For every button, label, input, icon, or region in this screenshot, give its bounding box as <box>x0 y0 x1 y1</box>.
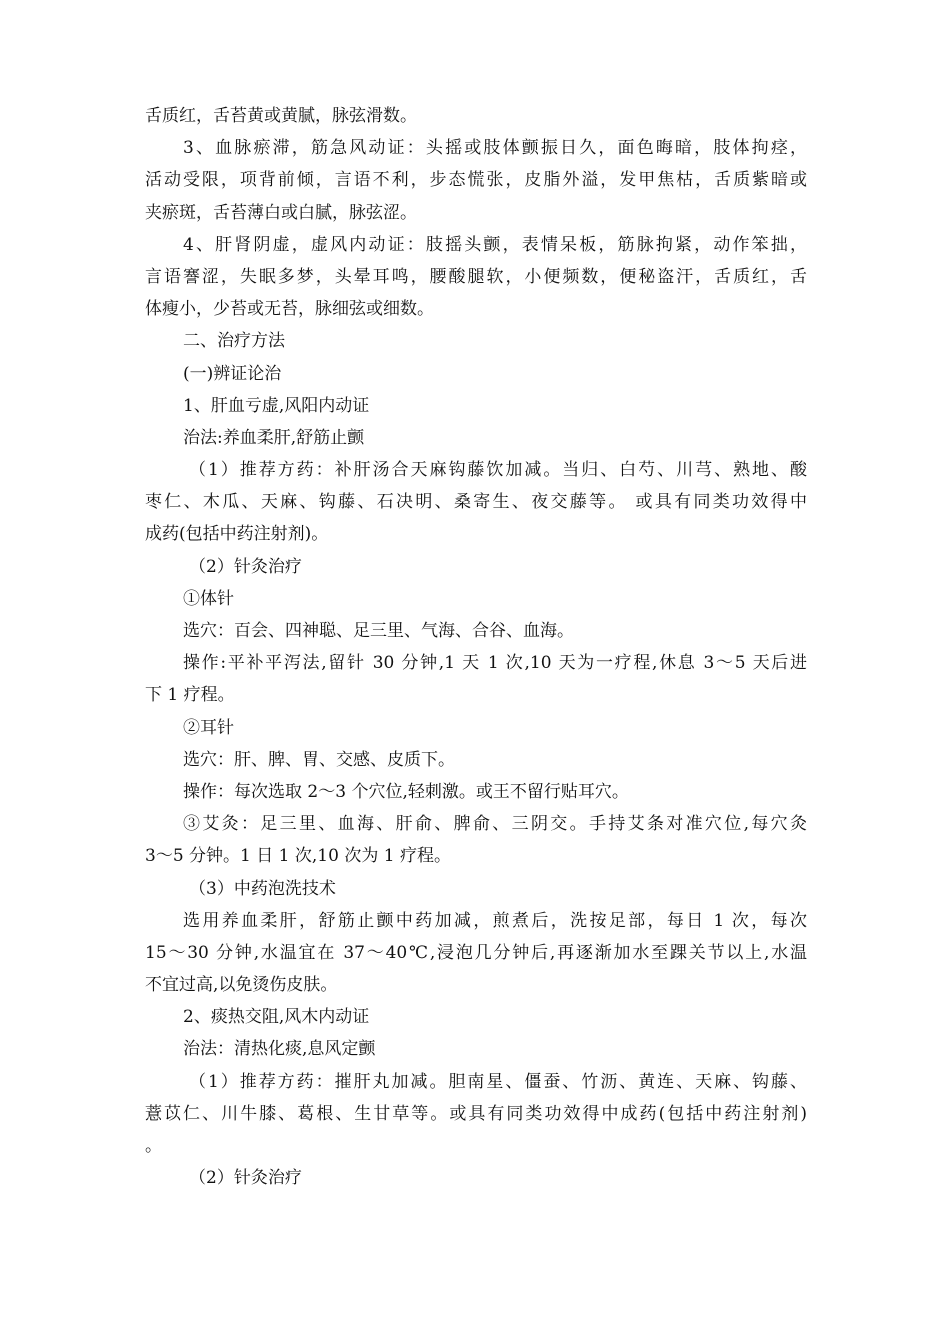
syndrome-heading: 2、痰热交阻,风木内动证 <box>183 1007 370 1028</box>
text-line: 操作:平补平泻法,留针 30 分钟,1 天 1 次,10 天为一疗程,休息 3～5 天后进 <box>183 653 807 674</box>
subsection-heading: (一)辨证论治 <box>183 363 282 384</box>
text-line: 枣仁、木瓜、天麻、钩藤、石决明、桑寄生、夜交藤等。 或具有同类功效得中 <box>145 492 807 513</box>
section-heading: 二、治疗方法 <box>183 331 285 352</box>
text-line: （1）推荐方药：补肝汤合天麻钩藤饮加减。当归、白芍、川芎、熟地、酸 <box>189 460 807 481</box>
text-line: 选穴：肝、脾、胃、交感、皮质下。 <box>183 749 455 770</box>
text-line: 薏苡仁、川牛膝、葛根、生甘草等。或具有同类功效得中成药(包括中药注射剂) <box>145 1103 807 1124</box>
text-line: 体瘦小，少苔或无苔，脉细弦或细数。 <box>145 299 434 320</box>
text-line: 15～30 分钟,水温宜在 37～40℃,浸泡几分钟后,再逐渐加水至踝关节以上,水温 <box>145 942 807 963</box>
text-line: 不宜过高,以免烫伤皮肤。 <box>145 975 338 996</box>
text-line: （2）针灸治疗 <box>189 556 302 577</box>
text-line: 3、血脉瘀滞，筋急风动证：头摇或肢体颤振日久，面色晦暗，肢体拘痉， <box>183 138 807 159</box>
text-line: 选用养血柔肝，舒筋止颤中药加减，煎煮后，洗按足部，每日 1 次，每次 <box>183 910 807 931</box>
document-body <box>145 100 807 1194</box>
text-line: 治法：清热化痰,息风定颤 <box>183 1039 376 1060</box>
text-line: ②耳针 <box>183 717 234 738</box>
text-line: 活动受限，项背前倾，言语不利，步态慌张，皮脂外溢，发甲焦枯，舌质紫暗或 <box>145 170 807 191</box>
text-line: 下 1 疗程。 <box>145 685 235 706</box>
text-line: 4、肝肾阴虚，虚风内动证：肢摇头颤，表情呆板，筋脉拘紧，动作笨拙， <box>183 234 807 255</box>
text-line: ①体针 <box>183 588 234 609</box>
text-line: 夹瘀斑，舌苔薄白或白腻，脉弦涩。 <box>145 202 417 223</box>
text-line: 选穴：百会、四神聪、足三里、气海、合谷、血海。 <box>183 621 574 641</box>
text-line: （1）推荐方药：摧肝丸加减。胆南星、僵蚕、竹沥、黄连、天麻、钩藤、 <box>189 1071 807 1092</box>
text-line: 治法:养血柔肝,舒筋止颤 <box>183 427 365 448</box>
text-line: 。 <box>145 1136 162 1156</box>
text-line: 舌质红，舌苔黄或黄腻，脉弦滑数。 <box>145 106 417 126</box>
text-line: 3～5 分钟。1 日 1 次,10 次为 1 疗程。 <box>145 846 451 867</box>
text-line: 成药(包括中药注射剂)。 <box>145 524 329 545</box>
text-line: （3）中药泡洗技术 <box>189 878 336 899</box>
syndrome-heading: 1、肝血亏虚,风阳内动证 <box>183 395 370 416</box>
text-line: 言语謇涩，失眠多梦，头晕耳鸣，腰酸腿软，小便频数，便秘盗汗，舌质红，舌 <box>145 266 807 287</box>
text-line: 操作：每次选取 2～3 个穴位,轻刺激。或王不留行贴耳穴。 <box>183 781 629 802</box>
text-line: （2）针灸治疗 <box>189 1168 302 1189</box>
text-line: ③艾灸：足三里、血海、肝俞、脾俞、三阴交。手持艾条对准穴位,每穴灸 <box>183 814 807 835</box>
